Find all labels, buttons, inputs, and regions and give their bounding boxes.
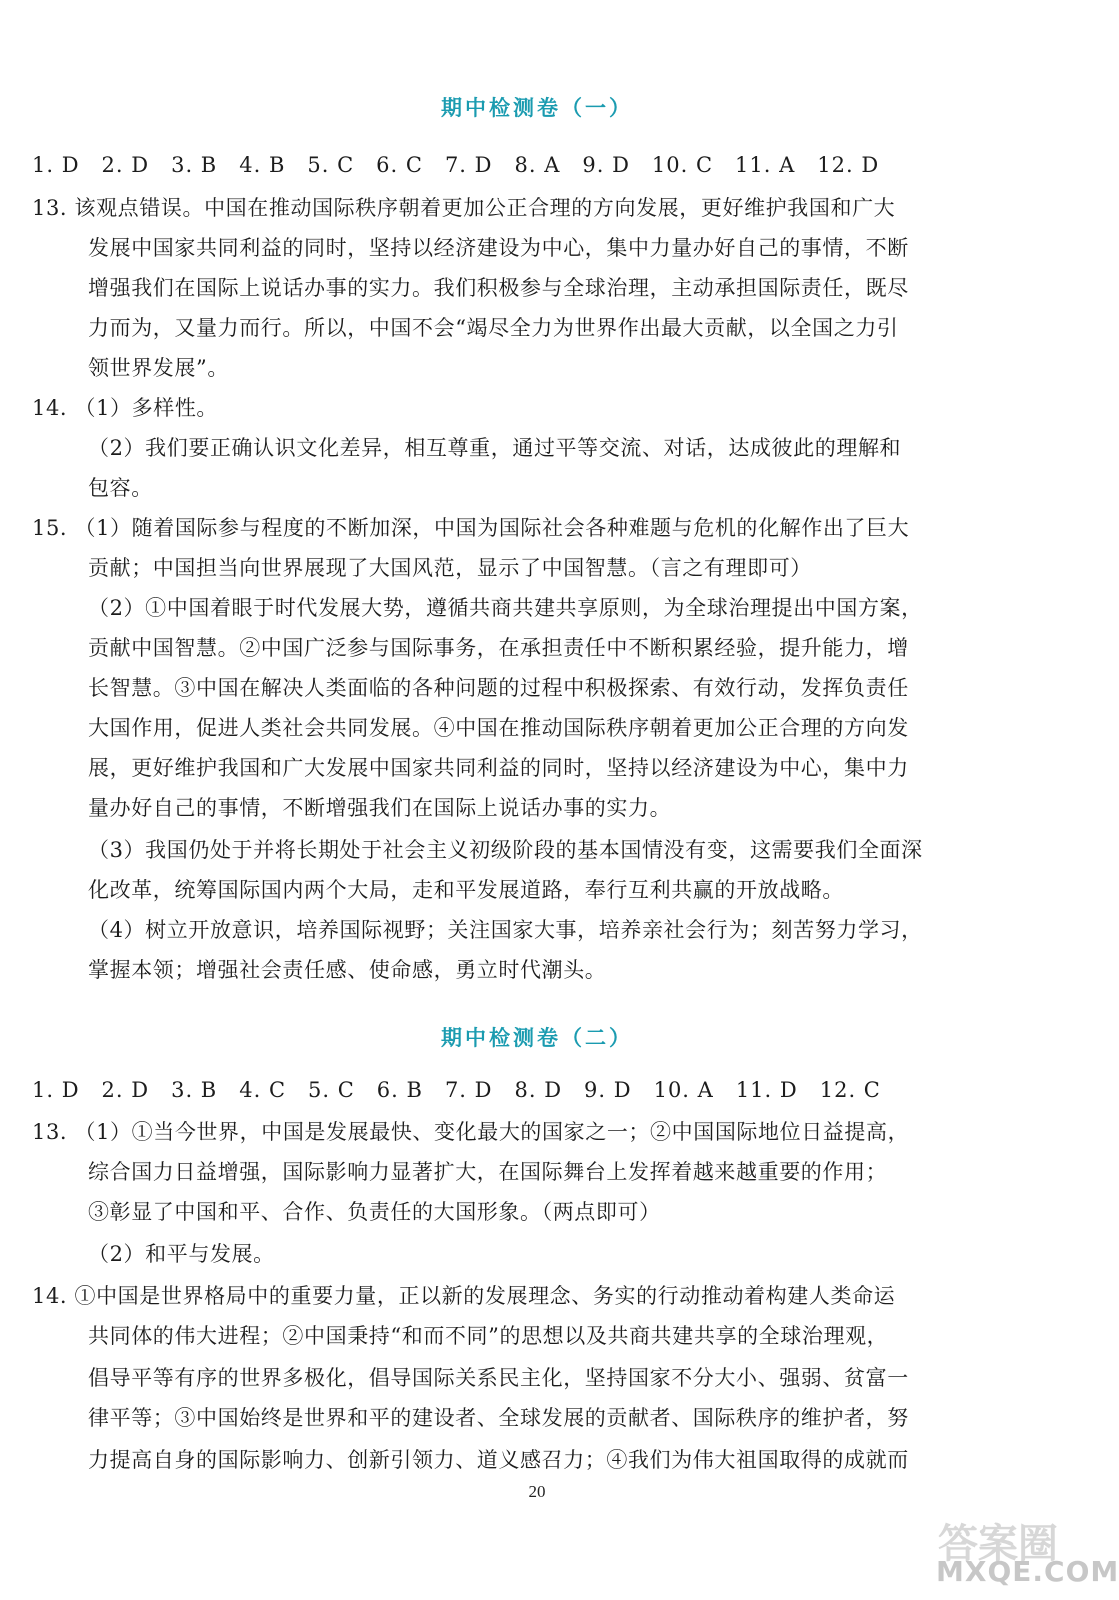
mcq-answers-2: 1. D 2. D 3. B 4. C 5. C 6. B 7. D 8. D 9. D 10. A 11. D 12. C [32, 1078, 881, 1102]
watermark-glyphs: 答案圈 [938, 1521, 1058, 1567]
answer-line: 展，更好维护我国和广大发展中国家共同利益的同时，坚持以经济建设为中心，集中力 [88, 756, 909, 780]
page-number: 20 [528, 1482, 546, 1501]
answer-line: 力提高自身的国际影响力、创新引领力、道义感召力；④我们为伟大祖国取得的成就而 [88, 1448, 909, 1472]
answer-line: （2）我们要正确认识文化差异，相互尊重，通过平等交流、对话，达成彼此的理解和 [88, 436, 902, 460]
answer-line: 14. （1）多样性。 [32, 396, 219, 420]
answer-line: 化改革，统筹国际国内两个大局，走和平发展道路，奉行互利共赢的开放战略。 [88, 878, 844, 902]
answer-line: 力而为，又量力而行。所以，中国不会“竭尽全力为世界作出最大贡献，以全国之力引 [88, 316, 899, 340]
answer-line: 14. ①中国是世界格局中的重要力量，正以新的发展理念、务实的行动推动着构建人类命运 [32, 1284, 896, 1308]
answer-line: 贡献；中国担当向世界展现了大国风范，显示了中国智慧。（言之有理即可） [88, 556, 812, 580]
answer-line: 贡献中国智慧。②中国广泛参与国际事务，在承担责任中不断积累经验，提升能力，增 [88, 636, 909, 660]
answer-line: 共同体的伟大进程；②中国秉持“和而不同”的思想以及共商共建共享的全球治理观， [88, 1324, 889, 1348]
answer-line: 15. （1）随着国际参与程度的不断加深，中国为国际社会各种难题与危机的化解作出了巨大 [32, 516, 910, 540]
section-title-midterm-2: 期中检测卷（二） [441, 1026, 633, 1050]
answer-line: 包容。 [88, 476, 153, 500]
answer-line: （4）树立开放意识，培养国际视野；关注国家大事，培养亲社会行为；刻苦努力学习， [88, 918, 923, 942]
watermark-text: MXQE.COM [936, 1555, 1119, 1588]
answer-line: 长智慧。③中国在解决人类面临的各种问题的过程中积极探索、有效行动，发挥负责任 [88, 676, 909, 700]
answer-line: 大国作用，促进人类社会共同发展。④中国在推动国际秩序朝着更加公正合理的方向发 [88, 716, 909, 740]
watermark-logo [930, 1508, 1119, 1590]
answer-line: ③彰显了中国和平、合作、负责任的大国形象。（两点即可） [88, 1200, 661, 1224]
answer-line: 综合国力日益增强，国际影响力显著扩大，在国际舞台上发挥着越来越重要的作用； [88, 1160, 888, 1184]
section-title-midterm-1: 期中检测卷（一） [441, 96, 633, 120]
answer-line: 13. （1）①当今世界，中国是发展最快、变化最大的国家之一；②中国国际地位日益提高， [32, 1120, 910, 1144]
answer-line: 律平等；③中国始终是世界和平的建设者、全球发展的贡献者、国际秩序的维护者，努 [88, 1406, 909, 1430]
answer-line: 领世界发展”。 [88, 356, 229, 380]
answer-line: （3）我国仍处于并将长期处于社会主义初级阶段的基本国情没有变，这需要我们全面深 [88, 838, 923, 862]
answer-line: 量办好自己的事情，不断增强我们在国际上说话办事的实力。 [88, 796, 672, 820]
answer-line: 发展中国家共同利益的同时，坚持以经济建设为中心，集中力量办好自己的事情，不断 [88, 236, 909, 260]
answer-line: （2）和平与发展。 [88, 1242, 275, 1266]
answer-line: 掌握本领；增强社会责任感、使命感，勇立时代潮头。 [88, 958, 607, 982]
answer-line: 13. 该观点错误。中国在推动国际秩序朝着更加公正合理的方向发展，更好维护我国和广大 [32, 196, 896, 220]
answer-line: 倡导平等有序的世界多极化，倡导国际关系民主化，坚持国家不分大小、强弱、贫富一 [88, 1366, 909, 1390]
mcq-answers-1: 1. D 2. D 3. B 4. B 5. C 6. C 7. D 8. A 9. D 10. C 11. A 12. D [32, 153, 880, 177]
answer-line: 增强我们在国际上说话办事的实力。我们积极参与全球治理，主动承担国际责任，既尽 [88, 276, 909, 300]
answer-line: （2）①中国着眼于时代发展大势，遵循共商共建共享原则，为全球治理提出中国方案， [88, 596, 923, 620]
